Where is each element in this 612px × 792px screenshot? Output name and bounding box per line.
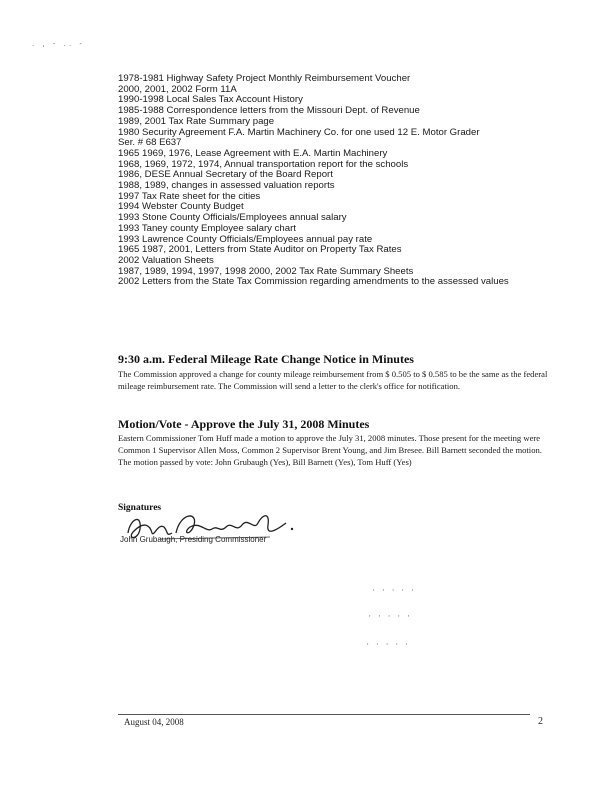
record-line: 1978-1981 Highway Safety Project Monthly Reimbursement Voucher [118,73,411,84]
faint-stamp-line: · · · · · [372,586,416,596]
record-line: 1993 Stone County Officials/Employees annual salary [118,212,347,224]
faint-stamp-line: · · · · · [366,640,410,650]
signatures-label: Signatures [118,503,162,513]
record-line: 1993 Taney county Employee salary chart [118,222,296,234]
record-line: 1965 1987, 2001, Letters from State Auditor on Property Tax Rates [118,244,402,256]
records-list [118,74,538,288]
record-line: 2000, 2001, 2002 Form 11A [118,83,237,95]
record-line: 1980 Security Agreement F.A. Martin Machinery Co. for one used 12 E. Motor Grader [118,126,480,138]
record-line: 1997 Tax Rate sheet for the cities [118,190,261,202]
motion-section-body: Eastern Commissioner Tom Huff made a motion to approve the July 31, 2008 minutes. Those present for the meeting were Common 1 Supervisor Allen Moss, Common 2 Supervisor Brent Young, and Jim Bresee. Bill Barnett seconded the motion. The motion passed by vote: John Grubaugh (Yes), Bill Barnett (Yes), Tom Huff (Yes) [118,433,542,467]
signer-name: John Grubaugh, Presiding Commissioner [120,535,267,544]
footer-date: August 04, 2008 [124,717,184,727]
mileage-section-body: The Commission approved a change for county mileage reimbursement from $ 0.505 to $ 0.585 to be the same as the federal mileage reimbursement rate. The Commission will send a letter to the clerk's office for notification. [118,369,548,391]
record-line: 1986, DESE Annual Secretary of the Board Report [118,169,333,181]
record-line: 1968, 1969, 1972, 1974, Annual transportation report for the schools [118,158,409,170]
record-line: 2002 Letters from the State Tax Commission regarding amendments to the assessed values [118,276,509,288]
corner-marks: . , - .. - [32,40,85,48]
mileage-section-title: 9:30 a.m. Federal Mileage Rate Change Notice in Minutes [118,352,414,366]
page-number: 2 [538,716,543,727]
record-line: 1988, 1989, changes in assessed valuation reports [118,180,335,192]
record-line: 1989, 2001 Tax Rate Summary page [118,115,275,127]
record-line: 1985-1988 Correspondence letters from the Missouri Dept. of Revenue [118,105,420,117]
record-line: 1990-1998 Local Sales Tax Account History [118,94,303,106]
motion-section-title: Motion/Vote - Approve the July 31, 2008 Minutes [118,417,370,431]
record-line: 2002 Valuation Sheets [118,254,214,266]
record-line: 1993 Lawrence County Officials/Employees annual pay rate [118,233,373,245]
record-line: 1987, 1989, 1994, 1997, 1998 2000, 2002 Tax Rate Summary Sheets [118,265,414,277]
footer-rule [118,714,530,715]
record-line: 1965 1969, 1976, Lease Agreement with E.A. Martin Machinery [118,147,388,159]
record-line: Ser. # 68 E637 [118,137,182,149]
faint-stamp-line: · · · · · [368,612,412,622]
record-line: 1994 Webster County Budget [118,201,244,213]
